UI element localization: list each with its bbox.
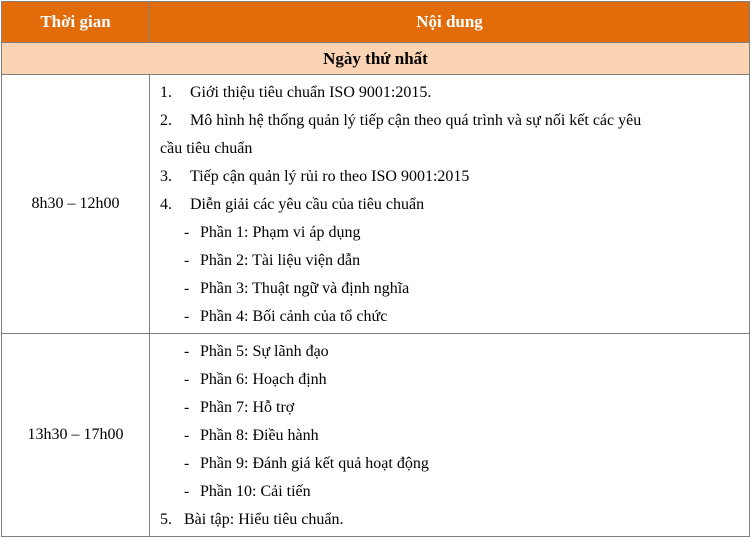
- header-content: Nội dung: [150, 2, 750, 43]
- list-item: 4. Diễn giải các yêu cầu của tiêu chuẩn: [160, 196, 425, 213]
- morning-time: 8h30 – 12h00: [2, 75, 150, 334]
- afternoon-content: [150, 334, 750, 537]
- afternoon-time: 13h30 – 17h00: [2, 334, 150, 537]
- sub-item: - Phần 10: Cải tiến: [184, 483, 311, 500]
- list-item: 1. Giới thiệu tiêu chuẩn ISO 9001:2015.: [160, 84, 432, 101]
- sub-item: - Phần 6: Hoạch định: [184, 371, 327, 388]
- sub-item: - Phần 1: Phạm vi áp dụng: [184, 224, 361, 241]
- header-time: Thời gian: [2, 2, 150, 43]
- list-item: 5. Bài tập: Hiểu tiêu chuẩn.: [160, 511, 344, 528]
- day-row: [2, 43, 750, 75]
- header-row: [2, 2, 750, 43]
- afternoon-row: [2, 334, 750, 537]
- sub-item: - Phần 2: Tài liệu viện dẫn: [184, 252, 361, 269]
- list-item: 2. Mô hình hệ thống quản lý tiếp cận theo quá trình và sự nối kết các yêu: [160, 112, 642, 129]
- morning-row: [2, 75, 750, 334]
- sub-item: - Phần 5: Sự lãnh đạo: [184, 343, 329, 360]
- sub-item: - Phần 9: Đánh giá kết quả hoạt động: [184, 455, 429, 472]
- schedule-table: [1, 1, 750, 537]
- sub-item: - Phần 8: Điều hành: [184, 427, 319, 444]
- sub-item: - Phần 7: Hỗ trợ: [184, 399, 295, 416]
- day-title: Ngày thứ nhất: [2, 43, 750, 75]
- sub-item: - Phần 3: Thuật ngữ và định nghĩa: [184, 280, 410, 297]
- morning-content: [150, 75, 750, 334]
- sub-item: - Phần 4: Bối cảnh của tổ chức: [184, 308, 388, 325]
- list-item-continuation: cầu tiêu chuẩn: [160, 140, 253, 157]
- list-item: 3. Tiếp cận quản lý rủi ro theo ISO 9001:2015: [160, 168, 470, 185]
